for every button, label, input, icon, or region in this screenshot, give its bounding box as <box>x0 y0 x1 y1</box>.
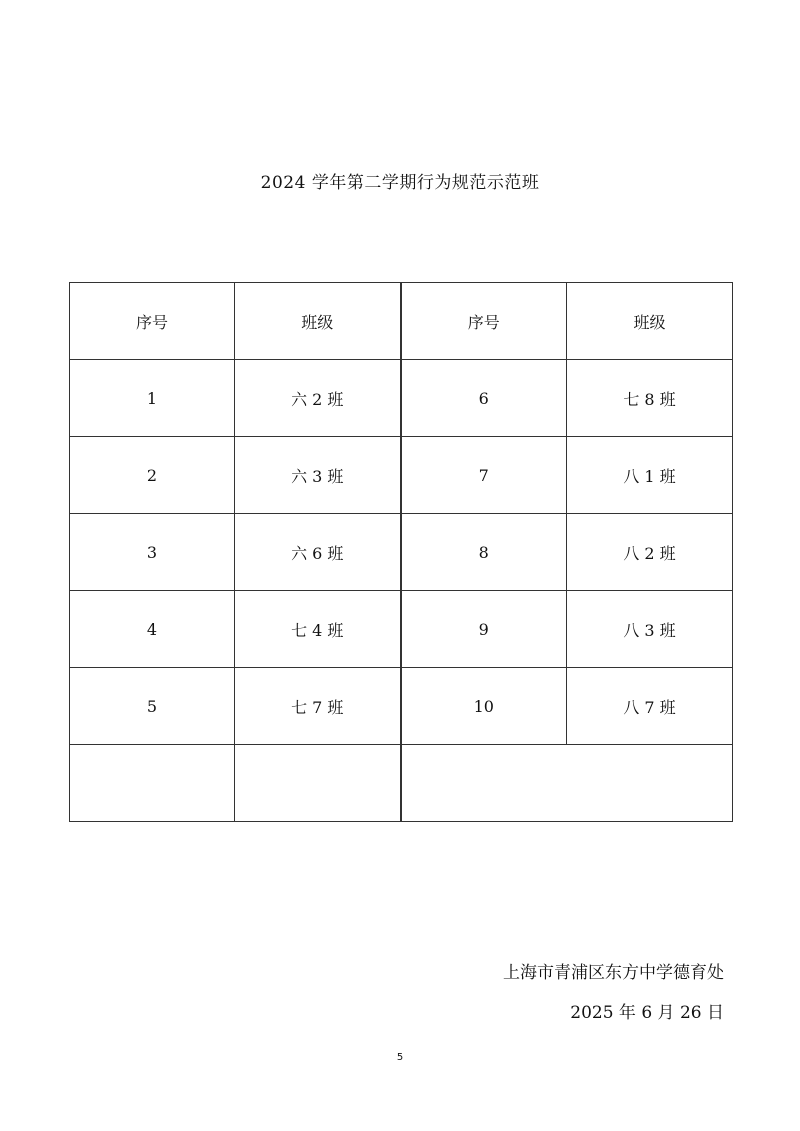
header-cell: 序号 <box>70 283 235 360</box>
table-cell <box>235 745 401 822</box>
table-cell: 5 <box>70 668 235 745</box>
honor-class-table <box>69 282 733 822</box>
table-cell: 八 2 班 <box>567 514 733 591</box>
table-row <box>70 668 733 745</box>
table-cell <box>70 745 235 822</box>
header-cell: 班级 <box>567 283 733 360</box>
table-cell: 4 <box>70 591 235 668</box>
table-cell: 7 <box>401 437 567 514</box>
document-title: 2024 学年第二学期行为规范示范班 <box>260 173 540 193</box>
table-cell: 七 4 班 <box>235 591 401 668</box>
issue-date: 2025 年 6 月 26 日 <box>570 1003 724 1023</box>
page-number: 5 <box>396 1052 404 1063</box>
table-cell: 六 3 班 <box>235 437 401 514</box>
table-row-empty <box>70 745 733 822</box>
table-cell: 八 3 班 <box>567 591 733 668</box>
table-cell: 八 1 班 <box>567 437 733 514</box>
table-cell: 六 2 班 <box>235 360 401 437</box>
table-header-row <box>70 283 733 360</box>
table-cell: 1 <box>70 360 235 437</box>
table-cell: 9 <box>401 591 567 668</box>
table-cell: 10 <box>401 668 567 745</box>
table-cell: 3 <box>70 514 235 591</box>
table-row <box>70 360 733 437</box>
table-cell: 六 6 班 <box>235 514 401 591</box>
table-cell <box>401 745 733 822</box>
issuing-office: 上海市青浦区东方中学德育处 <box>503 963 724 983</box>
table-row <box>70 437 733 514</box>
table-cell: 8 <box>401 514 567 591</box>
header-cell: 班级 <box>235 283 401 360</box>
table-cell: 八 7 班 <box>567 668 733 745</box>
header-cell: 序号 <box>401 283 567 360</box>
table-cell: 七 7 班 <box>235 668 401 745</box>
table-cell: 6 <box>401 360 567 437</box>
table-cell: 2 <box>70 437 235 514</box>
table-cell: 七 8 班 <box>567 360 733 437</box>
table-row <box>70 591 733 668</box>
table-row <box>70 514 733 591</box>
